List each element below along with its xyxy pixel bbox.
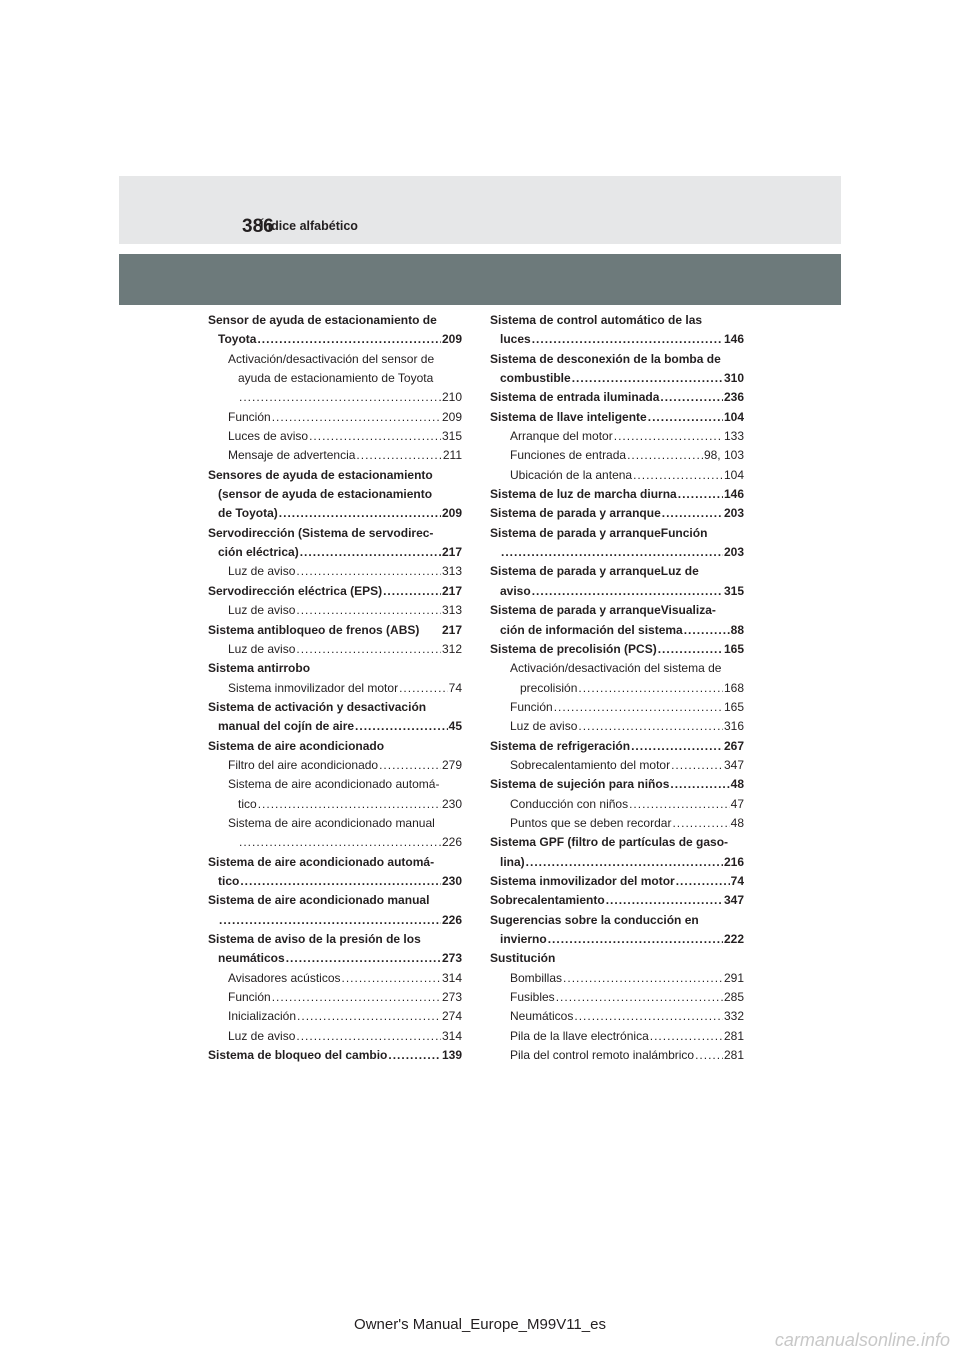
index-entry <box>490 1046 744 1065</box>
index-entry-text: Sistema de aire acondicionado <box>208 738 385 753</box>
index-entry <box>208 485 462 504</box>
footer-text: Owner's Manual_Europe_M99V11_es <box>354 1316 606 1333</box>
index-entry <box>208 833 462 852</box>
page-reference: 310 <box>723 371 744 386</box>
index-entry <box>490 756 744 775</box>
index-entry-text: tico <box>218 873 240 888</box>
index-entry-text: Neumáticos <box>510 1009 574 1024</box>
index-entry-text: aviso <box>500 583 531 598</box>
dot-leader <box>296 1027 441 1046</box>
page-reference: 217 <box>441 545 462 560</box>
index-entry-text: Sustitución <box>490 951 556 966</box>
dot-leader <box>606 891 723 910</box>
index-entry-text: Servodirección (Sistema de servodirec- <box>208 525 434 540</box>
page-reference: 316 <box>723 719 744 734</box>
page-reference: 146 <box>723 332 744 347</box>
dot-leader <box>388 1046 441 1065</box>
index-entry <box>490 1027 744 1046</box>
index-entry <box>490 949 744 968</box>
index-entry <box>490 427 744 446</box>
page-reference: 209 <box>441 506 462 521</box>
index-entry-text: Función <box>228 409 271 424</box>
page-reference: 104 <box>723 467 744 482</box>
page-reference: 209 <box>441 332 462 347</box>
index-entry-text: de Toyota) <box>218 506 278 521</box>
index-entry <box>208 640 462 659</box>
dot-leader <box>286 949 441 968</box>
page-reference: 273 <box>441 951 462 966</box>
index-entry <box>490 485 744 504</box>
page-reference: 165 <box>723 699 744 714</box>
index-entry-text: Luz de aviso <box>228 1028 296 1043</box>
index-entry <box>208 930 462 949</box>
header-band <box>119 176 841 244</box>
index-entry <box>490 737 744 756</box>
page-reference: 226 <box>441 835 462 850</box>
index-column-left <box>208 311 462 1065</box>
dot-leader <box>297 1007 441 1026</box>
page-reference: 210 <box>441 390 462 405</box>
index-entry-text: Sistema de aire acondicionado manual <box>208 893 430 908</box>
index-entry <box>490 640 744 659</box>
index-entry <box>490 872 744 891</box>
dot-leader <box>257 330 441 349</box>
index-entry-text: Sistema de luz de marcha diurna <box>490 487 677 502</box>
index-entry-text: Activación/desactivación del sistema de <box>510 661 722 676</box>
dot-leader <box>342 969 441 988</box>
index-entry <box>490 543 744 562</box>
index-entry <box>208 1027 462 1046</box>
page-reference: 104 <box>723 409 744 424</box>
index-entry <box>208 756 462 775</box>
dot-leader <box>658 640 723 659</box>
index-entry-text: Pila del control remoto inalámbrico <box>510 1048 695 1063</box>
page-reference: 236 <box>723 390 744 405</box>
dot-leader <box>627 446 703 465</box>
index-entry <box>208 775 462 794</box>
index-entry-text: Función <box>510 699 553 714</box>
page-reference: 279 <box>441 757 462 772</box>
page-reference: 281 <box>723 1028 744 1043</box>
page-reference: 203 <box>723 506 744 521</box>
index-entry <box>208 891 462 910</box>
page-reference: 313 <box>441 564 462 579</box>
dot-leader <box>648 408 723 427</box>
dot-leader <box>526 853 723 872</box>
dot-leader <box>300 543 441 562</box>
index-entry-text: Ubicación de la antena <box>510 467 633 482</box>
page-reference: 217 <box>441 622 462 637</box>
dot-leader <box>662 504 723 523</box>
index-entry <box>490 330 744 349</box>
index-entry <box>490 388 744 407</box>
index-entry-text: Sistema de bloqueo del cambio <box>208 1048 388 1063</box>
index-entry-text: Luz de aviso <box>228 641 296 656</box>
index-entry-text: ción eléctrica) <box>218 545 299 560</box>
dot-leader <box>309 427 441 446</box>
index-entry-text: Sistema de sujeción para niños <box>490 777 670 792</box>
page-reference: 314 <box>441 970 462 985</box>
dot-leader <box>272 988 441 1007</box>
index-entry <box>208 543 462 562</box>
dot-leader <box>695 1046 723 1065</box>
index-entry-text: Sistema de aire acondicionado automá- <box>228 777 440 792</box>
index-entry-text: luces <box>500 332 531 347</box>
index-entry <box>490 562 744 581</box>
index-entry-text: Mensaje de advertencia <box>228 448 356 463</box>
page-reference: 133 <box>723 429 744 444</box>
index-entry <box>208 814 462 833</box>
dot-leader <box>532 582 723 601</box>
index-entry-text: Sistema de parada y arranque <box>490 506 661 521</box>
index-entry-text: Sistema antibloqueo de frenos (ABS) <box>208 622 420 637</box>
page-reference: 222 <box>723 932 744 946</box>
index-entry <box>208 1007 462 1026</box>
page-reference: 48 <box>730 777 744 792</box>
page-reference: 168 <box>723 680 744 695</box>
page-reference: 146 <box>723 487 744 502</box>
index-entry <box>208 872 462 891</box>
index-entry <box>490 814 744 833</box>
index-entry-text: manual del cojín de aire <box>218 719 355 734</box>
page-reference: 203 <box>723 545 744 560</box>
dot-leader <box>629 795 730 814</box>
index-entry-text: Sistema de activación y desactivación <box>208 699 427 714</box>
index-entry <box>208 969 462 988</box>
index-entry-text: invierno <box>500 932 547 946</box>
index-entry <box>208 601 462 620</box>
index-entry-text: Sistema de parada y arranqueFunción <box>490 525 708 540</box>
index-entry <box>490 679 744 698</box>
index-entry <box>208 911 462 930</box>
index-entry <box>490 698 744 717</box>
index-entry-text: Servodirección eléctrica (EPS) <box>208 583 383 598</box>
index-entry-text: Sensores de ayuda de estacionamiento <box>208 467 433 482</box>
index-entry <box>208 659 462 678</box>
dot-leader <box>501 543 723 562</box>
index-entry-text: Bombillas <box>510 970 563 985</box>
index-entry <box>208 698 462 717</box>
section-banner <box>119 254 841 305</box>
page-reference: 165 <box>723 641 744 656</box>
dot-leader <box>379 756 441 775</box>
index-entry <box>208 853 462 872</box>
page-reference: 217 <box>441 583 462 598</box>
page-reference: 230 <box>441 873 462 888</box>
page-reference: 347 <box>723 893 744 908</box>
index-column-right <box>490 311 744 1065</box>
page-reference: 98, 103 <box>703 448 744 463</box>
index-entry-text: Sobrecalentamiento <box>490 893 605 908</box>
page-reference: 313 <box>441 603 462 618</box>
page-reference: 291 <box>723 970 744 985</box>
page-reference: 47 <box>730 796 744 811</box>
page-reference: 139 <box>441 1048 462 1063</box>
page-reference: 45 <box>448 719 462 734</box>
index-entry <box>208 524 462 543</box>
index-entry-text: Sensor de ayuda de estacionamiento de <box>208 313 437 327</box>
page-reference: 226 <box>441 912 462 927</box>
index-entry <box>208 717 462 736</box>
index-entry-text: Inicialización <box>228 1009 297 1024</box>
index-entry-text: Puntos que se deben recordar <box>510 815 672 830</box>
index-entry <box>208 679 462 698</box>
dot-leader <box>660 388 723 407</box>
dot-leader <box>578 679 723 698</box>
index-entry <box>208 621 462 640</box>
dot-leader <box>671 756 723 775</box>
page-reference: 315 <box>441 429 462 444</box>
index-entry <box>490 891 744 910</box>
index-entry <box>490 621 744 640</box>
index-entry <box>208 350 462 369</box>
index-entry-text: tico <box>238 796 257 811</box>
dot-leader <box>399 679 448 698</box>
index-entry <box>208 369 462 388</box>
dot-leader <box>684 621 730 640</box>
index-entry <box>490 717 744 736</box>
index-entry <box>490 833 744 852</box>
page-reference: 274 <box>441 1009 462 1024</box>
index-entry-text: Luz de aviso <box>510 719 578 734</box>
index-entry <box>208 1046 462 1065</box>
page-reference: 267 <box>723 738 744 753</box>
section-title: Índice alfabético <box>260 219 358 233</box>
dot-leader <box>272 408 441 427</box>
index-entry-text: lina) <box>500 854 525 869</box>
page-reference: 281 <box>723 1048 744 1063</box>
dot-leader <box>572 369 723 388</box>
index-entry <box>490 466 744 485</box>
index-entry <box>208 408 462 427</box>
index-entry-text: Sistema antirrobo <box>208 661 311 676</box>
dot-leader <box>614 427 723 446</box>
index-entry <box>490 582 744 601</box>
index-entry <box>490 795 744 814</box>
dot-leader <box>556 988 723 1007</box>
index-entry <box>490 524 744 543</box>
watermark: carmanualsonline.info <box>774 1330 950 1350</box>
index-entry <box>490 408 744 427</box>
index-entry-text: Sobrecalentamiento del motor <box>510 757 671 772</box>
index-entry-text: Sistema de aviso de la presión de los <box>208 932 421 946</box>
index-entry <box>208 330 462 349</box>
dot-leader <box>356 446 441 465</box>
index-entry-text: precolisión <box>520 680 578 695</box>
index-entry <box>208 504 462 523</box>
dot-leader <box>678 485 723 504</box>
page-reference: 314 <box>441 1028 462 1043</box>
index-entry <box>208 388 462 407</box>
page-reference: 211 <box>442 448 462 463</box>
index-entry-text: Funciones de entrada <box>510 448 627 463</box>
dot-leader <box>554 698 723 717</box>
index-entry-text: Filtro del aire acondicionado <box>228 757 379 772</box>
page-reference: 216 <box>723 854 744 869</box>
dot-leader <box>548 930 723 949</box>
dot-leader <box>296 640 441 659</box>
index-entry-text: combustible <box>500 371 571 386</box>
dot-leader <box>355 717 448 736</box>
index-entry <box>208 446 462 465</box>
index-entry-text: Sistema de parada y arranqueLuz de <box>490 564 699 579</box>
index-entry-text: Sistema inmovilizador del motor <box>228 680 399 695</box>
index-entry-text: Sistema GPF (filtro de partículas de gaso- <box>490 835 729 850</box>
page-reference: 74 <box>730 873 744 888</box>
index-entry <box>490 775 744 794</box>
index-entry-text: Sistema inmovilizador del motor <box>490 873 675 888</box>
page-reference: 74 <box>448 680 462 695</box>
index-entry-text: Luz de aviso <box>228 564 296 579</box>
page-reference: 332 <box>723 1009 744 1024</box>
index-entry <box>208 311 462 330</box>
dot-leader <box>219 911 441 930</box>
page-number: 386 <box>242 216 274 237</box>
dot-leader <box>239 833 441 852</box>
index-entry <box>208 466 462 485</box>
page-reference: 347 <box>723 757 744 772</box>
page-reference: 88 <box>730 622 744 637</box>
index-entry <box>490 988 744 1007</box>
dot-leader <box>650 1027 723 1046</box>
dot-leader <box>631 737 723 756</box>
dot-leader <box>633 466 723 485</box>
index-entry <box>490 911 744 930</box>
index-entry <box>490 1007 744 1026</box>
index-entry <box>490 446 744 465</box>
index-entry-text: Pila de la llave electrónica <box>510 1028 649 1043</box>
page-reference: 230 <box>441 796 462 811</box>
index-entry-text: ción de información del sistema <box>500 622 683 637</box>
index-entry <box>208 795 462 814</box>
index-entry-text: Sistema de control automático de las <box>490 313 703 327</box>
dot-leader <box>670 775 729 794</box>
page-reference: 312 <box>441 641 462 656</box>
index-entry <box>208 988 462 1007</box>
dot-leader <box>578 717 723 736</box>
index-entry-text: Conducción con niños <box>510 796 629 811</box>
dot-leader <box>676 872 730 891</box>
index-entry <box>208 427 462 446</box>
page-reference: 273 <box>441 990 462 1005</box>
dot-leader <box>279 504 441 523</box>
index-entry <box>208 737 462 756</box>
page-reference: 48 <box>730 815 744 830</box>
index-entry-text: Sistema de aire acondicionado automá- <box>208 854 435 869</box>
index-entry <box>208 562 462 581</box>
index-entry-text: Sistema de precolisión (PCS) <box>490 641 657 656</box>
index-entry <box>490 659 744 678</box>
index-entry-text: Sugerencias sobre la conducción en <box>490 912 699 927</box>
dot-leader <box>532 330 723 349</box>
index-entry <box>490 369 744 388</box>
index-entry-text: (sensor de ayuda de estacionamiento <box>218 487 433 502</box>
index-entry-text: Función <box>228 990 271 1005</box>
index-entry-text: Sistema de parada y arranqueVisualiza- <box>490 603 716 618</box>
page-reference: 285 <box>723 990 744 1005</box>
dot-leader <box>563 969 723 988</box>
dot-leader <box>258 795 441 814</box>
index-entry-text: Sistema de llave inteligente <box>490 409 647 424</box>
index-entry-text: Luces de aviso <box>228 429 309 444</box>
index-entry <box>490 601 744 620</box>
index-entry-text: Avisadores acústicos <box>228 970 341 985</box>
index-entry <box>490 350 744 369</box>
index-entry-text: Sistema de refrigeración <box>490 738 631 753</box>
index-entry <box>490 853 744 872</box>
index-entry <box>208 949 462 968</box>
page-reference: 315 <box>723 583 744 598</box>
index-entry-text: Activación/desactivación del sensor de <box>228 351 435 366</box>
dot-leader <box>240 872 441 891</box>
dot-leader <box>574 1007 723 1026</box>
index-entry-text: Luz de aviso <box>228 603 296 618</box>
index-entry-text: Fusibles <box>510 990 555 1005</box>
index-entry <box>490 969 744 988</box>
dot-leader <box>296 562 441 581</box>
index-entry-text: Arranque del motor <box>510 429 613 444</box>
index-entry-text: Sistema de entrada iluminada <box>490 390 660 405</box>
index-entry-text: Sistema de aire acondicionado manual <box>228 815 435 830</box>
index-entry <box>490 311 744 330</box>
dot-leader <box>672 814 729 833</box>
index-entry-text: Sistema de desconexión de la bomba de <box>490 351 721 366</box>
dot-leader <box>296 601 441 620</box>
index-entry-text: ayuda de estacionamiento de Toyota <box>238 371 434 386</box>
index-entry <box>208 582 462 601</box>
dot-leader <box>239 388 441 407</box>
page-reference: 209 <box>441 409 462 424</box>
dot-leader <box>383 582 441 601</box>
index-entry <box>490 504 744 523</box>
index-entry-text: neumáticos <box>218 951 285 966</box>
index-entry-text: Toyota <box>218 332 257 347</box>
index-entry <box>490 930 744 949</box>
